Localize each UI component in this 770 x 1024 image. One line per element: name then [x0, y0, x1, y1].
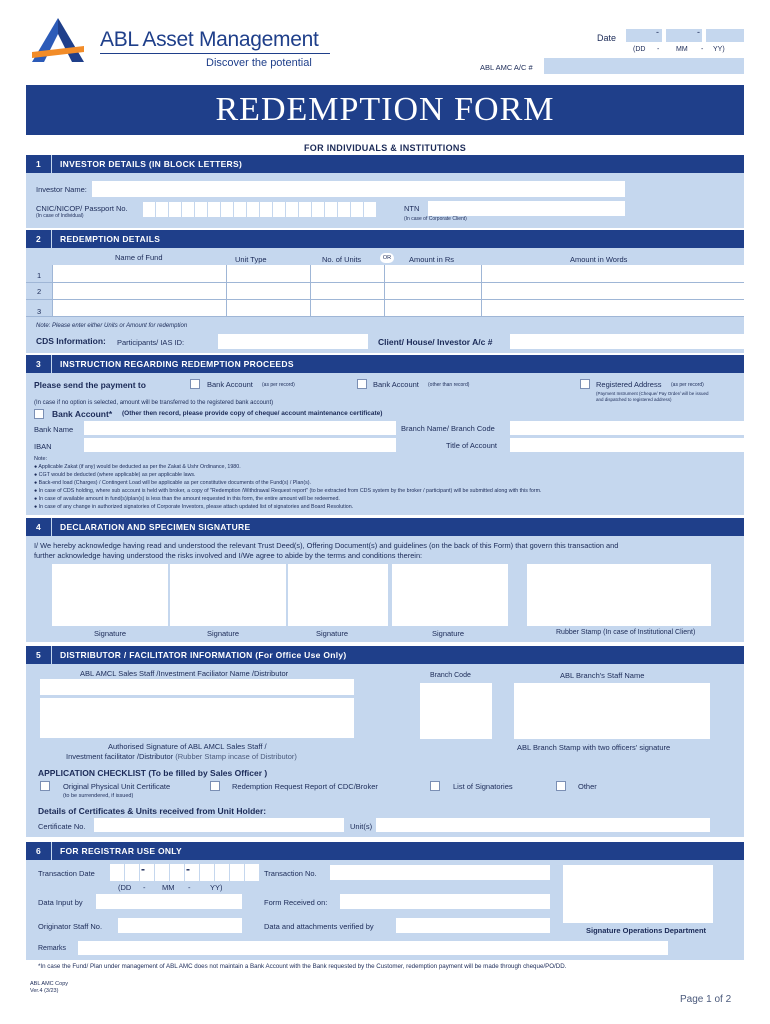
date-format-mm: MM: [676, 46, 688, 53]
notes-list: [34, 463, 739, 511]
bank-record-checkbox[interactable]: [190, 379, 200, 389]
certificate-no-field[interactable]: [94, 818, 344, 832]
notes-title: Note:: [34, 456, 48, 462]
branch-staff-field[interactable]: [514, 683, 710, 739]
rubber-stamp-label: Rubber Stamp (In case of Institutional Client): [556, 629, 696, 636]
auth-signature-label-1: Authorised Signature of ABL AMCL Sales Staff /: [108, 742, 267, 751]
note-item: ● Applicable Zakat (if any) would be deducted as per the Zakat & Ushr Ordinance, 1980.: [34, 464, 241, 470]
declaration-line-2: further acknowledge having understood the risks involved and I/We agree to abide by the terms and conditions therein:: [34, 551, 423, 560]
footer-copy: ABL AMC Copy: [30, 981, 69, 987]
cds-info-label: CDS Information:: [36, 336, 106, 346]
branch-stamp-label: ABL Branch Stamp with two officers' signature: [517, 743, 671, 752]
registered-address-note: (as per record): [671, 382, 704, 388]
form-title: REDEMPTION FORM: [215, 91, 555, 128]
registered-address-sub-1: (Payment Instrument (Cheque/ Pay Order/ will be issued: [596, 391, 709, 396]
signature-box-3[interactable]: [288, 564, 388, 626]
remarks-label: Remarks: [38, 945, 67, 952]
units-label: Unit(s): [350, 822, 373, 831]
signature-box-4[interactable]: [392, 564, 508, 626]
row-3-number: 3: [37, 307, 42, 316]
check-original-certificate[interactable]: [40, 781, 50, 791]
bank-other-checkbox[interactable]: [357, 379, 367, 389]
client-account-label: Client/ House/ Investor A/c #: [378, 337, 493, 347]
brand-name: ABL Asset Management: [100, 28, 319, 51]
default-transfer-note: (In case if no option is selected, amount will be transferred to the registered bank account): [34, 400, 274, 406]
tx-no-field[interactable]: [330, 865, 550, 880]
bank-account-other-note: (Other then record, please provide copy of cheque/ account maintenance certificate): [122, 410, 383, 417]
date-dash-1: -: [656, 27, 659, 37]
cds-info-sub: Participants/ IAS ID:: [117, 338, 185, 347]
form-received-field[interactable]: [340, 894, 550, 909]
originator-staff-field[interactable]: [118, 918, 242, 933]
section-1-number: 1: [26, 155, 52, 173]
note-item: ● Back-end load (Charges) / Contingent Load will be applicable as per constitutive documents of the Fund(s) / Plan(s).: [34, 480, 312, 486]
check-redemption-report-label: Redemption Request Report of CDC/Broker: [232, 782, 378, 791]
cds-participant-field[interactable]: [218, 334, 368, 349]
registered-address-label: Registered Address: [596, 380, 662, 389]
brand-tagline: Discover the potential: [206, 57, 312, 69]
tx-date-format-mm: MM: [162, 883, 175, 892]
section-5-title: DISTRIBUTOR / FACILITATOR INFORMATION (For Office Use Only): [60, 650, 347, 660]
branch-code-field[interactable]: [420, 683, 492, 739]
bank-record-label: Bank Account: [207, 380, 253, 389]
branch-staff-label: ABL Branch's Staff Name: [560, 671, 645, 680]
bank-name-field[interactable]: [84, 421, 396, 435]
form-subtitle: FOR INDIVIDUALS & INSTITUTIONS: [304, 143, 466, 153]
col-no-of-units: No. of Units: [322, 255, 362, 264]
bank-other-label: Bank Account: [373, 380, 419, 389]
date-format-sep1: -: [657, 46, 660, 53]
check-signatories-label: List of Signatories: [453, 782, 513, 791]
page-number: Page 1 of 2: [680, 994, 732, 1005]
iban-label: IBAN: [34, 442, 52, 451]
check-original-certificate-label: Original Physical Unit Certificate: [63, 782, 171, 791]
col-amount-words: Amount in Words: [570, 255, 628, 264]
section-3-number: 3: [26, 355, 52, 373]
data-input-label: Data Input by: [38, 898, 83, 907]
investor-name-field[interactable]: [92, 181, 625, 197]
signature-box-2[interactable]: [170, 564, 286, 626]
ntn-label: NTN: [404, 204, 420, 213]
pay-to-label: Please send the payment to: [34, 380, 146, 390]
check-original-certificate-sub: (to be surrendered, if issued): [63, 793, 134, 799]
rubber-stamp-box[interactable]: [527, 564, 711, 626]
tx-date-label: Transaction Date: [38, 869, 95, 878]
brand-logo: [32, 18, 84, 62]
table-grid: [26, 265, 744, 317]
cnic-label: CNIC/NICOP/ Passport No.: [36, 204, 128, 213]
client-account-field[interactable]: [510, 334, 744, 349]
registered-address-sub-2: and dispatched to registered address): [596, 397, 672, 402]
branch-name-field[interactable]: [510, 421, 744, 435]
col-unit-type: Unit Type: [235, 255, 267, 264]
section-3-title: INSTRUCTION REGARDING REDEMPTION PROCEEDS: [60, 359, 294, 369]
check-signatories[interactable]: [430, 781, 440, 791]
redemption-note: Note: Please enter either Units or Amount for redemption: [36, 323, 188, 329]
ntn-note: (In case of Corporate Client): [404, 216, 467, 222]
section-1-header: [26, 155, 744, 173]
signature-label-3: Signature: [316, 629, 349, 638]
branch-code-label: Branch Code: [430, 672, 471, 679]
bank-name-label: Bank Name: [34, 425, 74, 434]
checklist-title: APPLICATION CHECKLIST (To be filled by Sales Officer ): [38, 768, 268, 778]
row-1-number: 1: [37, 271, 42, 280]
staff-name-label: ABL AMCL Sales Staff /Investment Faciliator Name /Distributor: [80, 669, 289, 678]
footer-version: Ver.4 (3/23): [30, 988, 59, 994]
cnic-note: (In case of Individual): [36, 213, 84, 219]
signature-operations-label: Signature Operations Department: [586, 926, 707, 935]
tx-date-format-dd: (DD: [118, 883, 132, 892]
bank-account-other-checkbox[interactable]: [34, 409, 44, 419]
tx-date-format-sep2: -: [188, 883, 191, 892]
check-redemption-report[interactable]: [210, 781, 220, 791]
title-account-label: Title of Account: [446, 441, 497, 450]
bank-other-note: (other than record): [428, 382, 470, 388]
date-format-dd: (DD: [633, 46, 646, 53]
ops-signature-box[interactable]: [563, 865, 713, 923]
section-1-title: INVESTOR DETAILS (IN BLOCK LETTERS): [60, 159, 243, 169]
date-label: Date: [597, 33, 617, 43]
check-other-label: Other: [578, 782, 597, 791]
declaration-line-1: I/ We hereby acknowledge having read and understood the relevant Trust Deed(s), Offering Document(s) and guidelines (on the back of this Form) that govern this transaction and: [34, 541, 619, 550]
cnic-input-cells[interactable]: [143, 202, 376, 217]
date-dash-2: -: [697, 27, 700, 37]
note-item: ● CGT would be deducted (where applicable) as per applicable laws.: [34, 472, 196, 478]
staff-signature-box[interactable]: [40, 698, 354, 738]
section-6-title: FOR REGISTRAR USE ONLY: [60, 846, 182, 856]
certificates-title: Details of Certificates & Units received from Unit Holder:: [38, 806, 267, 816]
units-field[interactable]: [376, 818, 710, 832]
brand-divider: [100, 53, 330, 54]
note-item: ● In case of CDS holding, where sub account is held with broker, a copy of "Redemption /Withdrawal Request report" (to be extracted from CDS system by the broker / participant) will be submitted along with this form.: [34, 488, 542, 494]
section-3-header: [26, 355, 744, 373]
tx-no-label: Transaction No.: [264, 869, 317, 878]
section-5-number: 5: [26, 646, 52, 664]
certificate-no-label: Certificate No.: [38, 822, 86, 831]
section-6-number: 6: [26, 842, 52, 860]
section-4-number: 4: [26, 518, 52, 536]
section-2-number: 2: [26, 230, 52, 248]
or-badge: OR: [380, 253, 394, 263]
section-5-header: [26, 646, 744, 664]
tx-date-format-sep1: -: [143, 883, 146, 892]
section-2-header: [26, 230, 744, 248]
staff-name-field[interactable]: [40, 679, 354, 695]
title-account-field[interactable]: [510, 438, 744, 452]
data-input-field[interactable]: [96, 894, 242, 909]
section-4-header: [26, 518, 744, 536]
ntn-field[interactable]: [428, 201, 625, 216]
data-verified-field[interactable]: [396, 918, 550, 933]
section-6-header: [26, 842, 744, 860]
check-other[interactable]: [556, 781, 566, 791]
signature-label-1: Signature: [94, 629, 127, 638]
tx-date-format-yy: YY): [210, 883, 223, 892]
bank-record-note: (as per record): [262, 382, 295, 388]
signature-label-2: Signature: [207, 629, 240, 638]
data-verified-label: Data and attachments verified by: [264, 922, 374, 931]
registered-address-checkbox[interactable]: [580, 379, 590, 389]
tx-date-cells[interactable]: [110, 864, 259, 881]
footer-note: *In case the Fund/ Plan under management of ABL AMC does not maintain a Bank Account with the Bank requested by the Customer, redemption payment will be made through cheque/PO/DD.: [38, 963, 567, 970]
note-item: ● In case of any change in authorized signatories of Corporate Investors, please attach updated list of signatories and Board Resolution.: [34, 504, 354, 510]
originator-staff-label: Originator Staff No.: [38, 922, 103, 931]
remarks-field[interactable]: [78, 941, 668, 955]
section-2-title: REDEMPTION DETAILS: [60, 234, 161, 244]
date-format-sep2: -: [701, 46, 704, 53]
iban-field[interactable]: [84, 438, 396, 452]
row-2-number: 2: [37, 287, 42, 296]
signature-box-1[interactable]: [52, 564, 168, 626]
tx-date-dash-2: -: [186, 862, 190, 876]
tx-date-dash-1: -: [141, 862, 145, 876]
note-item: ● In case of available amount in fund(s)/plan(s) is less than the amount requested in this form, the entire amount will be redeemed.: [34, 496, 340, 502]
auth-signature-label-2: Investment facilitator /Distributor (Rubber Stamp incase of Distributor): [66, 752, 297, 761]
account-label: ABL AMC A/C #: [480, 63, 533, 72]
date-yy-field[interactable]: [706, 29, 744, 42]
branch-name-label: Branch Name/ Branch Code: [401, 424, 495, 433]
col-amount-rs: Amount in Rs: [409, 255, 455, 264]
investor-name-label: Investor Name:: [36, 185, 87, 194]
bank-account-other-label: Bank Account*: [52, 409, 113, 419]
col-fund-name: Name of Fund: [115, 253, 163, 262]
date-format-yy: YY): [713, 46, 725, 53]
section-4-title: DECLARATION AND SPECIMEN SIGNATURE: [60, 522, 251, 532]
form-received-label: Form Received on:: [264, 898, 328, 907]
account-number-field[interactable]: [544, 58, 744, 74]
signature-label-4: Signature: [432, 629, 465, 638]
